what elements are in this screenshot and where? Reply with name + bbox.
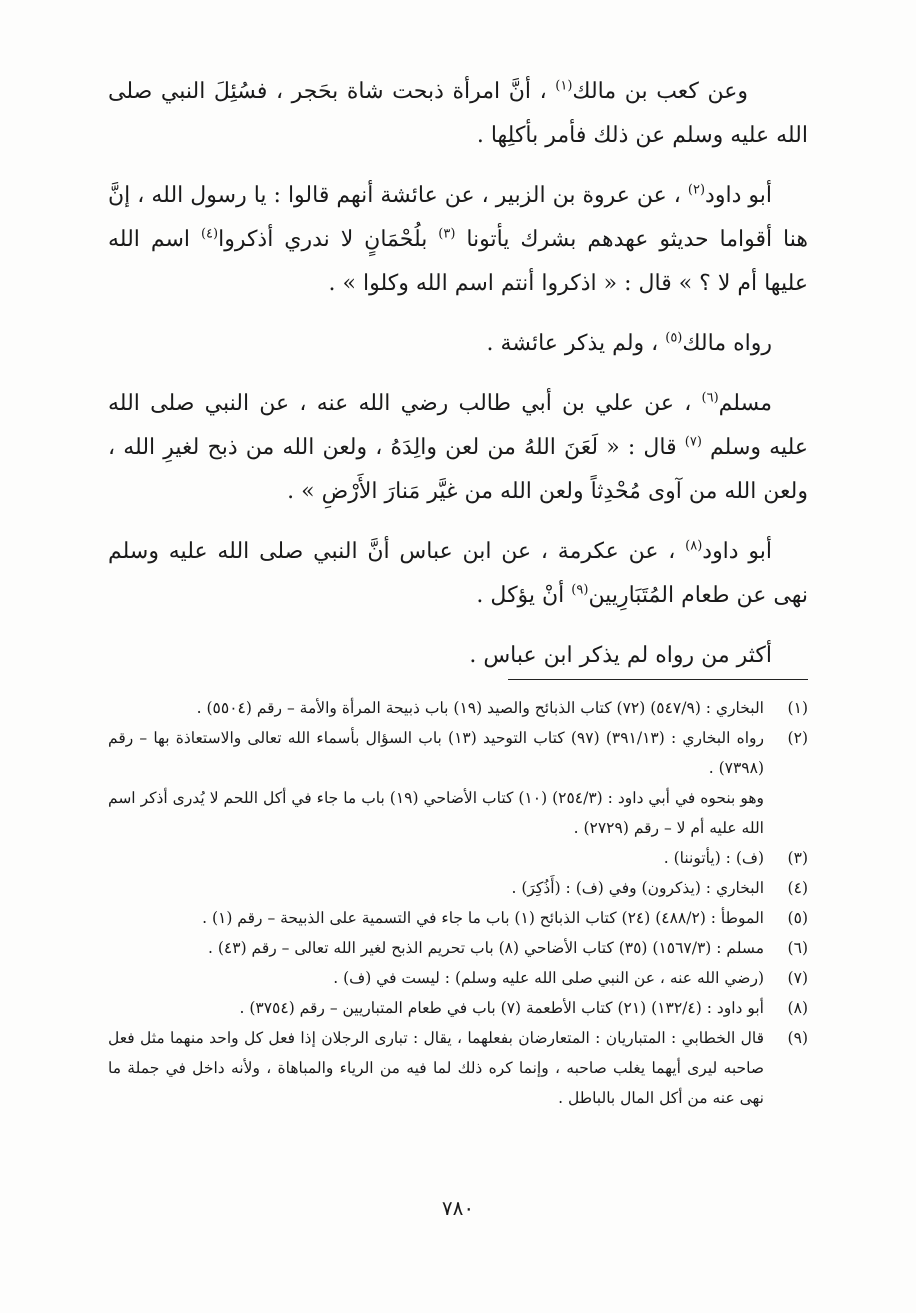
- footnote-text: (ف) : (يأتوننا) .: [663, 849, 764, 867]
- footnote-text: البخاري : (٥٤٧/٩) (٧٢) كتاب الذبائح والصيد (١٩) باب ذبيحة المرأة والأمة – رقم (٥٥٠٤) .: [196, 699, 764, 717]
- footnote-8: [108, 993, 808, 1023]
- footnote-text: مسلم : (١٥٦٧/٣) (٣٥) كتاب الأضاحي (٨) باب تحريم الذبح لغير الله تعالى – رقم (٤٣) .: [208, 939, 764, 957]
- text-span: ، عن عروة بن الزبير ، عن عائشة أنهم قالوا : يا رسول الله ، إنَّ هنا أقواما حديثو عهدهم بشرك يأتونا: [108, 183, 808, 252]
- text-span: رواه مالك: [682, 331, 772, 356]
- text-span: مسلم: [718, 391, 772, 416]
- text-span: قال : « لَعَنَ اللهُ من لعن والِدَهُ ، ولعن الله من ذبح لغيرِ الله ، ولعن الله من آوى مُحْدِثاً ولعن الله من غيَّر مَنارَ الأَرْضِ » .: [108, 435, 808, 504]
- footnote-separator: [508, 679, 808, 680]
- text-span: وعن كعب بن مالك: [572, 79, 748, 104]
- footnote-number: (٣): [787, 849, 808, 867]
- footnote-number: (٨): [787, 999, 808, 1017]
- footnote-number: (١): [787, 699, 808, 717]
- footnote-text: رواه البخاري : (٣٩١/١٣) (٩٧) كتاب التوحيد (١٣) باب السؤال بأسماء الله تعالى والاستعاذة بها – رقم (٧٣٩٨) .: [108, 729, 765, 777]
- footnote-2: [108, 723, 808, 783]
- footnote-1: [108, 693, 808, 723]
- footnote-2-continuation: وهو بنحوه في أبي داود : (٢٥٤/٣) (١٠) كتاب الأضاحي (١٩) باب ما جاء في أكل اللحم لا يُدرى أذكر اسم الله عليه أم لا – رقم (٢٧٢٩) .: [108, 789, 764, 837]
- text-span: أنْ يؤكل .: [476, 583, 572, 608]
- footnote-3: [108, 843, 808, 873]
- footnote-ref: (٣): [438, 226, 456, 242]
- footnote-ref: (٩): [571, 582, 589, 598]
- footnote-number: (٥): [787, 909, 808, 927]
- text-span: اسم الله عليها أم لا ؟ » قال : « اذكروا أنتم اسم الله وكلوا » .: [108, 227, 808, 296]
- page-number: ٧٨٠: [441, 1196, 475, 1220]
- footnote-ref: (٧): [684, 434, 702, 450]
- paragraph-5: [108, 530, 808, 618]
- footnote-text: أبو داود : (١٣٢/٤) (٢١) كتاب الأطعمة (٧) باب في طعام المتباريين – رقم (٣٧٥٤) .: [239, 999, 764, 1017]
- footnote-9: [108, 1023, 808, 1113]
- footnote-5: [108, 903, 808, 933]
- footnote-number: (٩): [787, 1029, 808, 1047]
- text-span: أبو داود: [705, 183, 772, 208]
- footnote-4: [108, 873, 808, 903]
- paragraph-2: [108, 174, 808, 306]
- footnote-ref: (٦): [701, 390, 719, 406]
- footnote-number: (٦): [787, 939, 808, 957]
- footnote-number: (٧): [787, 969, 808, 987]
- footnote-ref: (٥): [665, 330, 683, 346]
- footnote-7: [108, 963, 808, 993]
- footnote-number: (٢): [787, 729, 808, 747]
- footnote-text: قال الخطابي : المتباريان : المتعارضان بفعلهما ، يقال : تبارى الرجلان إذا فعل كل واحد منهما مثل فعل صاحبه ليرى أيهما يغلب صاحبه ، وإنما كره ذلك لما فيه من الرياء والمباهاة ، ولأنه داخل في جملة ما نهى عنه من أكل المال بالباطل .: [108, 1029, 764, 1107]
- footnote-number: (٤): [787, 879, 808, 897]
- footnote-text: الموطأ : (٤٨٨/٢) (٢٤) كتاب الذبائح (١) باب ما جاء في التسمية على الذبيحة – رقم (١) .: [202, 909, 764, 927]
- text-span: ، عن عكرمة ، عن ابن عباس أنَّ النبي صلى الله عليه وسلم نهى عن طعام المُتَبَارِيين: [108, 539, 808, 608]
- footnotes: [108, 693, 808, 1113]
- text-span: ، أنَّ امرأة ذبحت شاة بحَجر ، فسُئِلَ النبي صلى الله عليه وسلم عن ذلك فأمر بأكلِها .: [108, 79, 808, 148]
- main-text: [108, 70, 808, 694]
- paragraph-6: أكثر من رواه لم يذكر ابن عباس .: [469, 643, 772, 668]
- text-span: ، عن علي بن أبي طالب رضي الله عنه ، عن النبي صلى الله عليه وسلم: [108, 391, 808, 460]
- footnote-ref: (١): [555, 78, 573, 94]
- footnote-6: [108, 933, 808, 963]
- paragraph-3: [108, 322, 808, 366]
- footnote-text: البخاري : (يذكرون) وفي (ف) : (أَذُكِرَ) .: [511, 879, 764, 897]
- footnote-ref: (٤): [200, 226, 219, 242]
- footnote-ref: (٨): [685, 538, 703, 554]
- footnote-ref: (٢): [687, 182, 706, 198]
- text-span: ، ولم يذكر عائشة .: [486, 331, 666, 356]
- text-span: بلُحْمَانٍ لا ندري أذكروا: [218, 227, 439, 252]
- paragraph-1: [108, 70, 808, 158]
- footnote-text: (رضي الله عنه ، عن النبي صلى الله عليه وسلم) : ليست في (ف) .: [333, 969, 764, 987]
- paragraph-4: [108, 382, 808, 514]
- text-span: أبو داود: [702, 539, 772, 564]
